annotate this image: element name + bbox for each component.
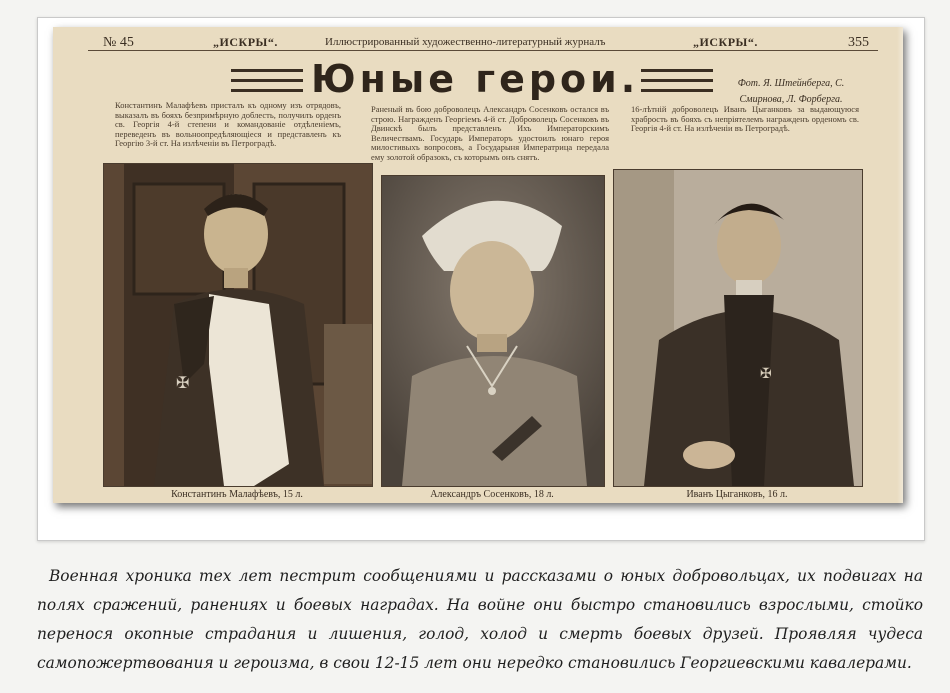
magazine-page-scan (53, 27, 903, 503)
photo-sosenkov (381, 175, 605, 487)
caption-malafeev: Константинъ Малафѣевъ присталъ къ одному изъ отрядовъ, выказалъ въ бояхъ безпримѣрную доблесть, получилъ орденъ св. Георгія 4-й степени и командованіе отдѣленіемъ, переведенъ въ вольноопредѣляющіеся и представленъ къ Георгію 3-й ст. На излѣченіи въ Петроградѣ. (115, 100, 341, 148)
masthead-left: „ИСКРЫ“. (213, 35, 278, 49)
title-ornament-right-2 (641, 79, 713, 82)
masthead-right: „ИСКРЫ“. (693, 35, 758, 49)
issue-number: № 45 (103, 35, 134, 50)
title-ornament-left-2 (231, 79, 303, 82)
magazine-description: Иллюстрированный художественно-литературный журналъ (325, 36, 606, 48)
article-title: Юные герои. (311, 57, 640, 101)
photo-tsygankov (613, 169, 863, 487)
name-tsygankov: Иванъ Цыганковъ, 16 л. (686, 489, 788, 500)
page-edge-shading (897, 27, 903, 503)
caption-tsygankov: 16-лѣтній доброволецъ Иванъ Цыганковъ за выдающуюся храбрость въ бояхъ съ непріятелемъ награжденъ орденомъ св. Георгія 4-й ст. На излѣченіи въ Петроградѣ. (631, 104, 859, 133)
svg-text:✠: ✠ (176, 375, 190, 392)
caption-sosenkov: Раненый въ бою доброволецъ Александръ Сосенковъ остался въ строю. Награжденъ Георгіемъ 4-й ст. Доброволецъ Сосенковъ въ Двинскѣ былъ представленъ Ихъ Императорскимъ Величествамъ. Государь Императоръ удостоилъ юнаго героя милостивыхъ вопросовъ, а Государыня Императрица передала ему золотой образокъ, съ которымъ онъ снятъ. (371, 104, 609, 162)
page-number: 355 (848, 35, 869, 50)
title-ornament-right-3 (641, 89, 713, 92)
title-ornament-left-1 (231, 69, 303, 72)
header-rule (88, 50, 878, 51)
photo-malafeev (103, 163, 373, 487)
body-paragraph: Военная хроника тех лет пестрит сообщениями и рассказами о юных добровольцах, их подвигах на полях сражений, ранениях и боевых наградах. На войне они быстро становились взрослыми, стойко перенося окопные страдания и лишения, голод, холод и смерть боевых друзей. Проявляя чудеса самопожертвования и героизма, в свои 12-15 лет они нередко становились Георгиевскими кавалерами. (37, 567, 923, 672)
photo-credit-line-2: Смирнова, Л. Форберга. (739, 94, 843, 105)
magazine-header (63, 33, 893, 51)
title-ornament-right-1 (641, 69, 713, 72)
svg-text:✠: ✠ (760, 367, 772, 382)
name-sosenkov: Александръ Сосенковъ, 18 л. (430, 489, 554, 500)
title-ornament-left-3 (231, 89, 303, 92)
name-malafeev: Константинъ Малафѣевъ, 15 л. (171, 489, 303, 500)
photo-credit-line-1: Фот. Я. Штейнберга, С. (737, 78, 845, 89)
